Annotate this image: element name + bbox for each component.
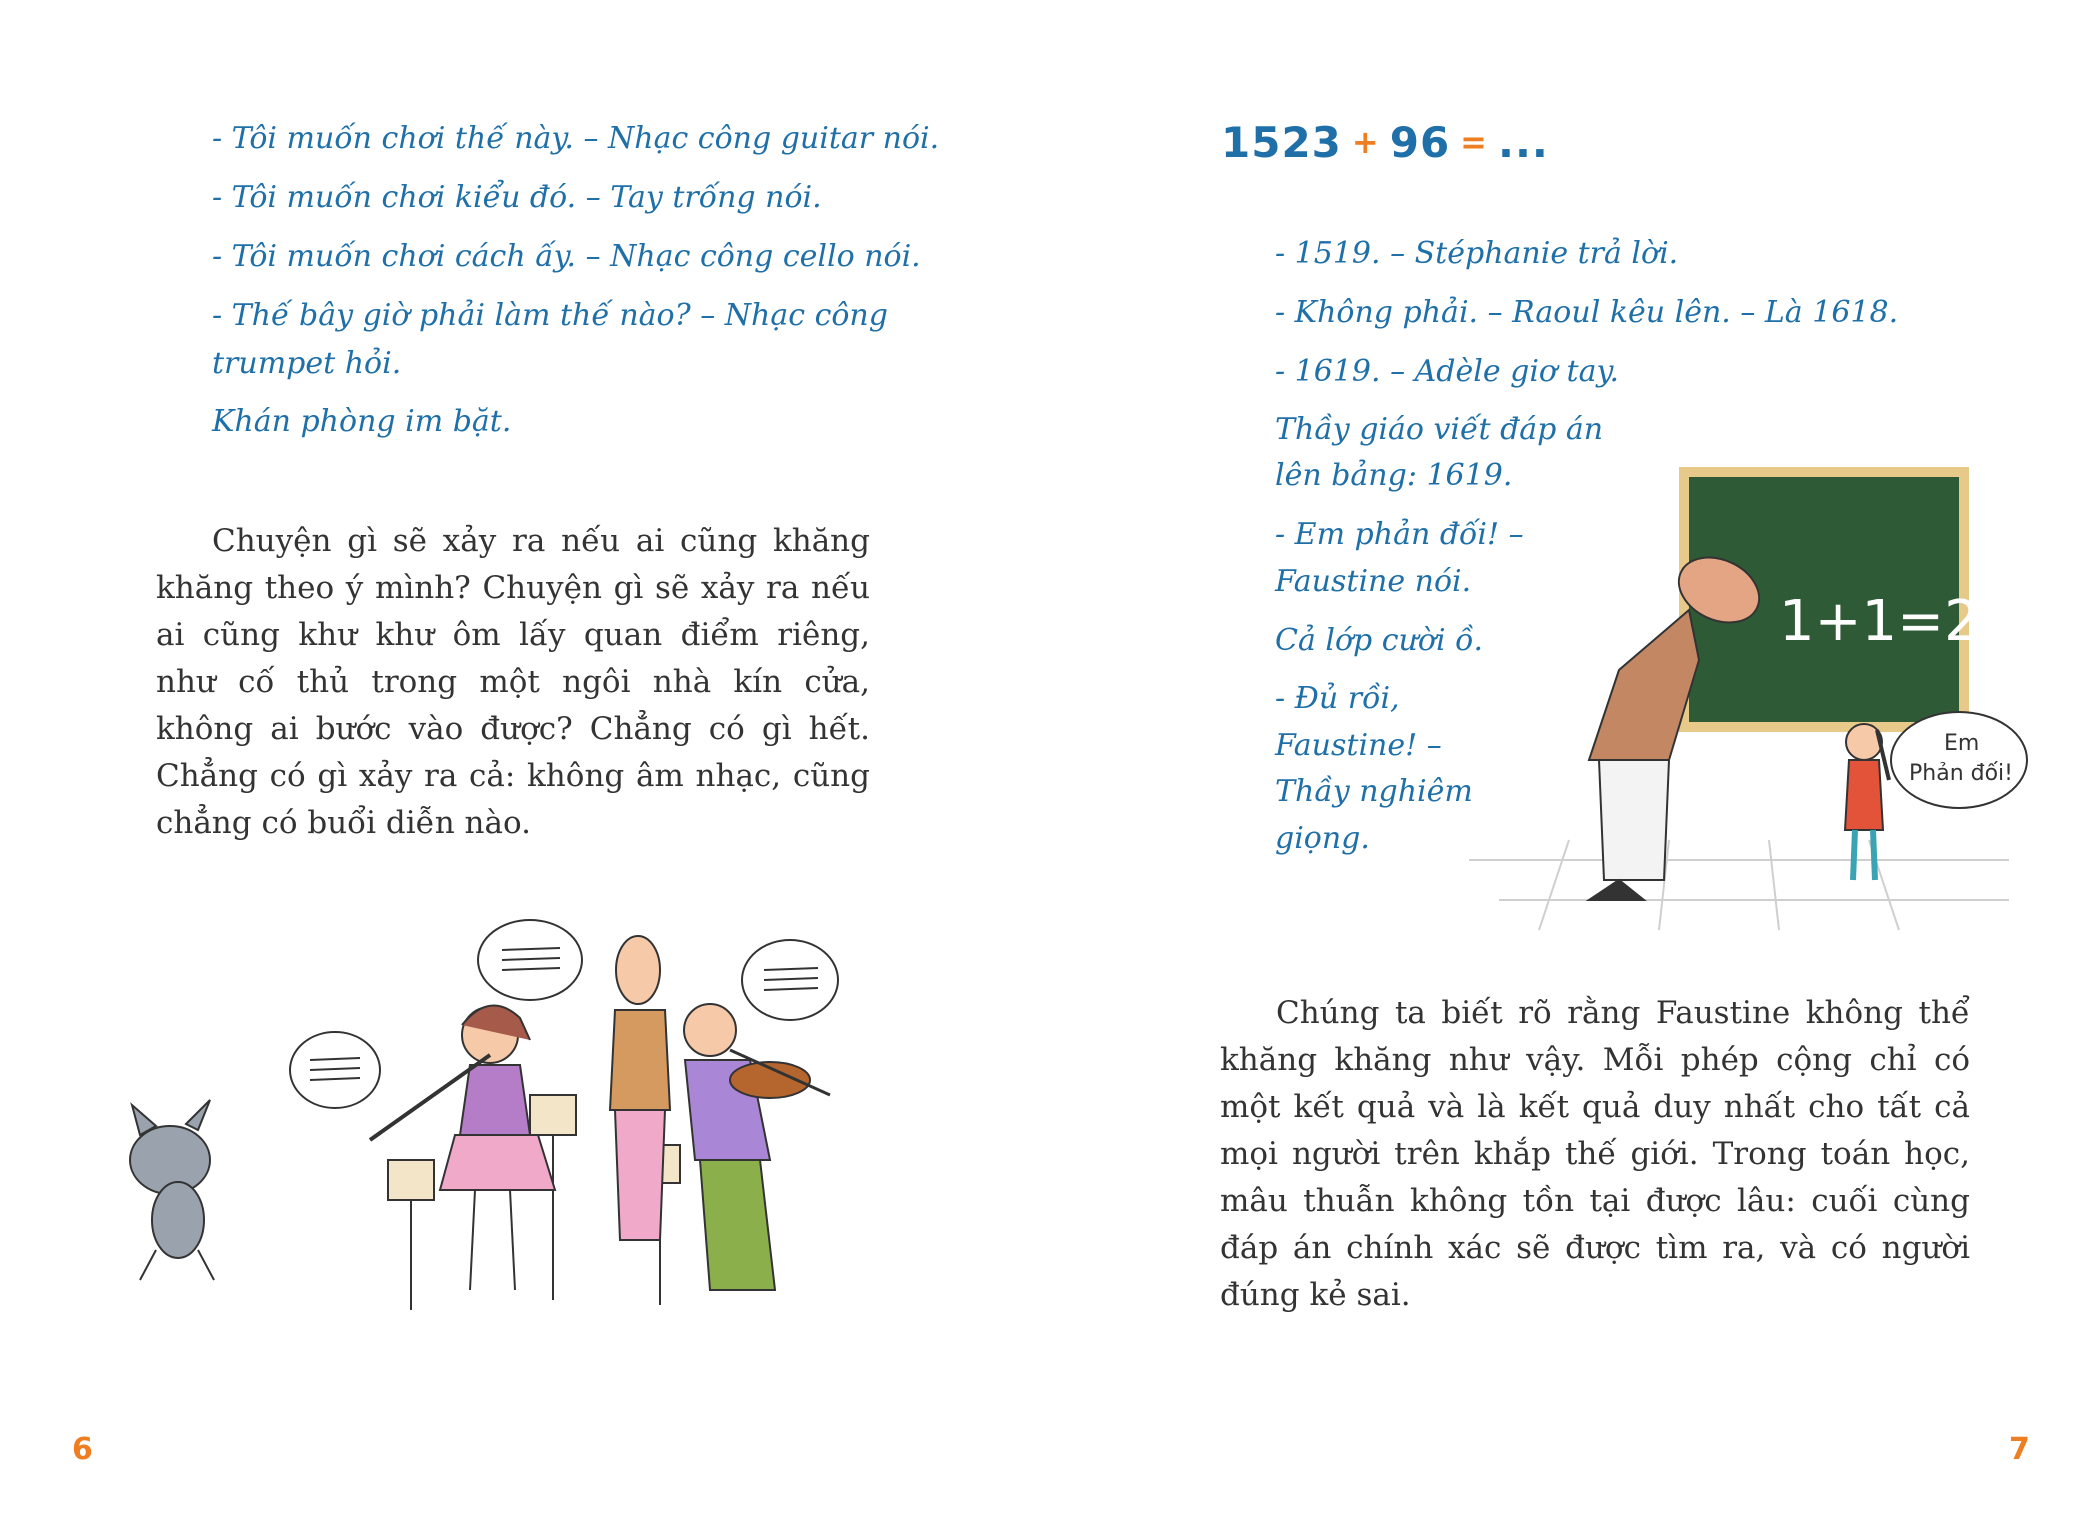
- equation-heading: [1221, 118, 1549, 167]
- dialogue-line: Thầy nghiêm: [1275, 774, 1473, 809]
- dialogue-line: Faustine! –: [1275, 728, 1442, 763]
- cat-figure: [130, 1100, 214, 1280]
- dialogue-line: - Tôi muốn chơi thế này. – Nhạc công guitar nói.: [212, 121, 940, 156]
- dialogue-line: Khán phòng im bặt.: [212, 404, 512, 439]
- singer: [610, 936, 670, 1240]
- flute-player: [370, 1006, 555, 1290]
- speech-bubble-line: Phản đối!: [1909, 761, 2013, 786]
- dialogue-line: Faustine nói.: [1275, 564, 1472, 599]
- dialogue-line: - Tôi muốn chơi cách ấy. – Nhạc công cello nói.: [212, 239, 921, 274]
- plus-sign: +: [1351, 123, 1380, 161]
- dialogue-line: lên bảng: 1619.: [1275, 458, 1513, 493]
- dialogue-line: - Đủ rồi,: [1275, 681, 1400, 716]
- dialogue-line: - Tôi muốn chơi kiểu đó. – Tay trống nói.: [212, 180, 822, 215]
- page-number: 7: [2009, 1432, 2030, 1467]
- equals-sign: =: [1460, 123, 1488, 161]
- student: [1845, 724, 1889, 880]
- right-page: [1039, 0, 2078, 1528]
- chalkboard-equation: 1+1=2: [1779, 589, 1980, 654]
- page-number: 6: [72, 1432, 93, 1467]
- equation-result: ...: [1497, 118, 1549, 167]
- dialogue-line: - 1519. – Stéphanie trả lời.: [1275, 236, 1679, 271]
- violinist: [684, 1004, 830, 1290]
- student-speech-bubble: [1891, 712, 2027, 808]
- dialogue-line: trumpet hỏi.: [212, 346, 402, 381]
- dialogue-line: - 1619. – Adèle giơ tay.: [1275, 354, 1619, 389]
- speech-bubble-line: Em: [1944, 731, 1980, 756]
- floor-lines: [1469, 840, 2009, 930]
- body-paragraph: Chuyện gì sẽ xảy ra nếu ai cũng khăng khăng theo ý mình? Chuyện gì sẽ xảy ra nếu ai cũng khư khư ôm lấy quan điểm riêng, như cố thủ trong một ngôi nhà kín cửa, không ai bước vào được? Chẳng có gì hết. Chẳng có gì xảy ra cả: không âm nhạc, cũng chẳng có buổi diễn nào.: [156, 523, 870, 841]
- dialogue-line: Cả lớp cười ồ.: [1275, 623, 1483, 658]
- dialogue-line: giọng.: [1275, 821, 1370, 856]
- dialogue-line: Thầy giáo viết đáp án: [1275, 412, 1604, 447]
- dialogue-line: - Thế bây giờ phải làm thế nào? – Nhạc công: [212, 298, 888, 333]
- body-paragraph: Chúng ta biết rõ rằng Faustine không thể khăng khăng như vậy. Mỗi phép cộng chỉ có một kết quả và là kết quả duy nhất cho tất cả mọi người trên khắp thế giới. Trong toán học, mâu thuẫn không tồn tại được lâu: cuối cùng đáp án chính xác sẽ được tìm ra, và có người đúng kẻ sai.: [1220, 995, 1970, 1313]
- equation-term-b: 96: [1389, 118, 1451, 167]
- classroom-illustration: [1469, 460, 2029, 940]
- equation-term-a: 1523: [1221, 118, 1342, 167]
- dialogue-line: - Không phải. – Raoul kêu lên. – Là 1618.: [1275, 295, 1899, 330]
- musicians-illustration: [110, 900, 890, 1320]
- dialogue-line: - Em phản đối! –: [1275, 517, 1524, 552]
